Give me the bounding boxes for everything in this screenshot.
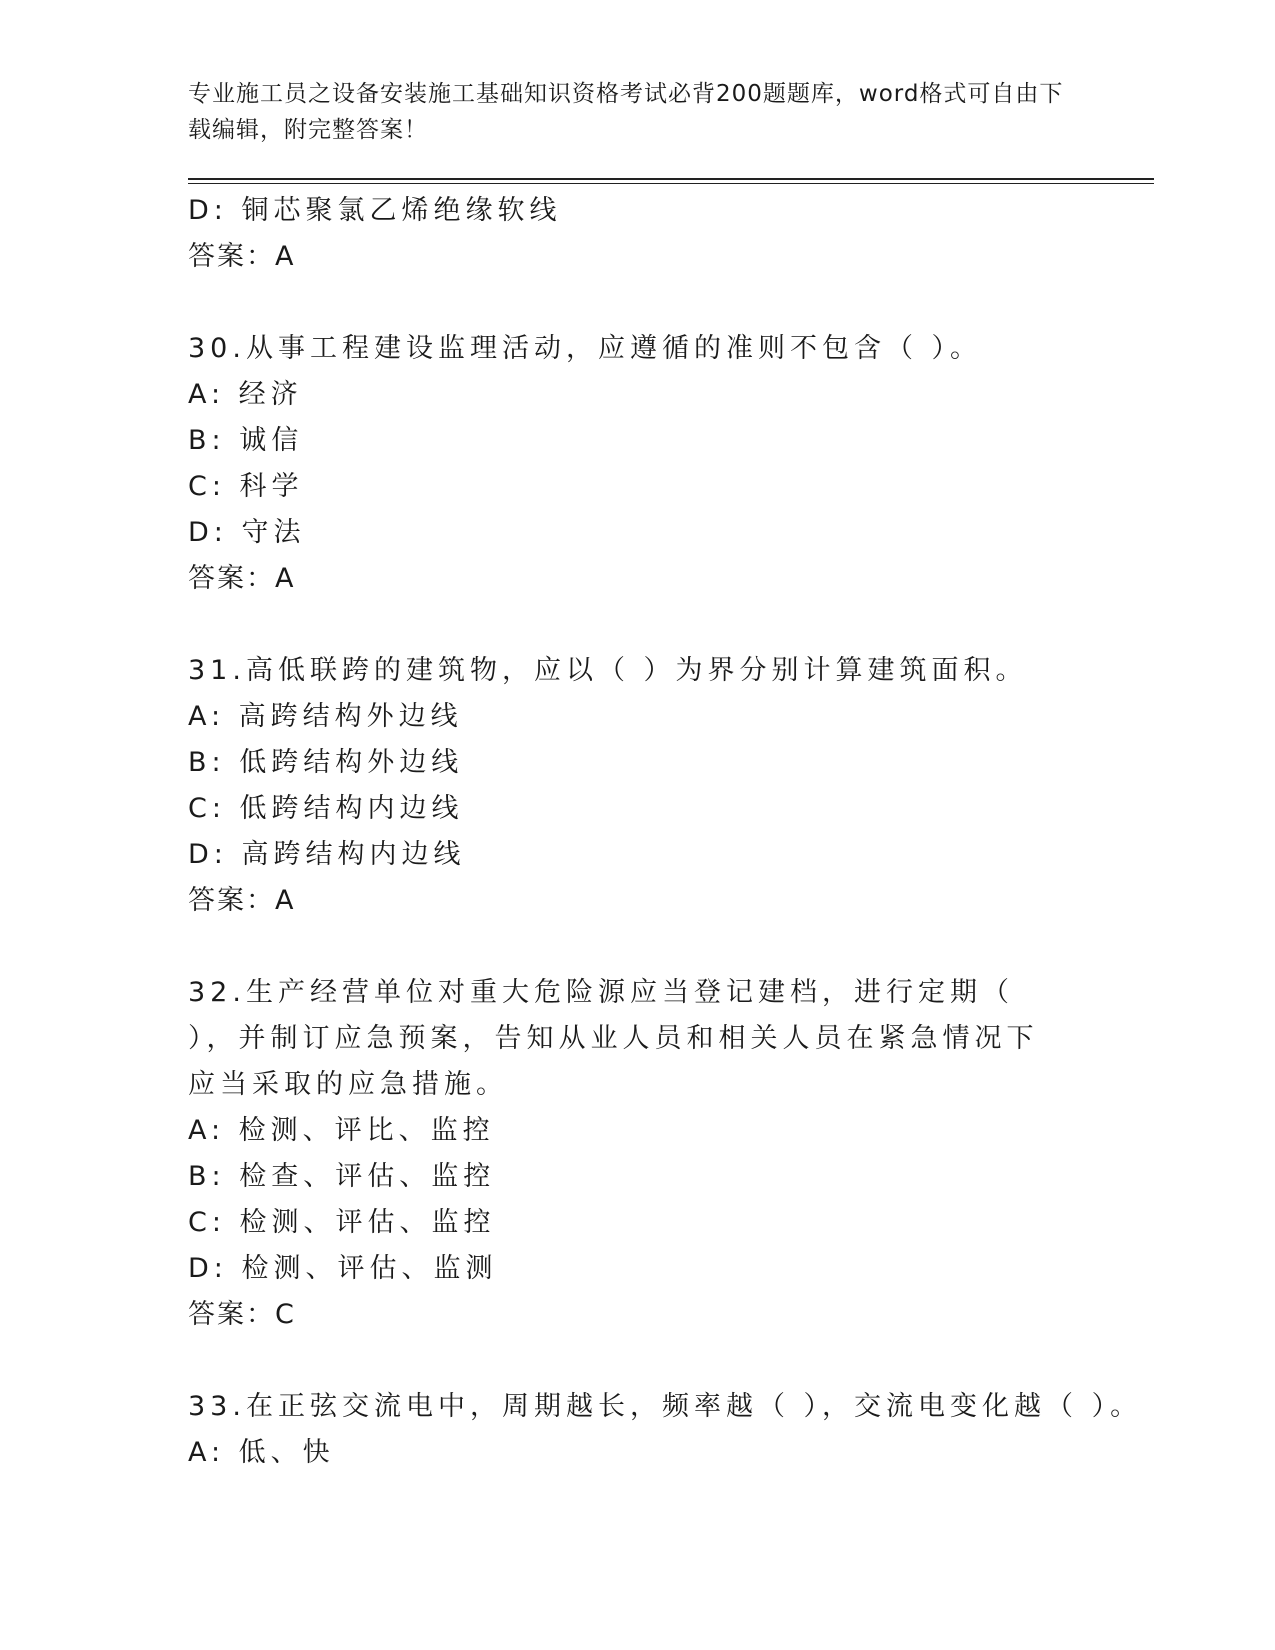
option-d: D: 铜芯聚氯乙烯绝缘软线 [188,195,562,226]
option-a: A: 检测、评比、监控 [188,1115,495,1146]
header-divider-thin [188,183,1154,184]
question-block-32 [188,970,1068,1338]
question-stem: 33.在正弦交流电中，周期越长，频率越（ ），交流电变化越（ ）。 [188,1391,1143,1422]
option-d: D: 高跨结构内边线 [188,839,466,870]
question-stem: 32.生产经营单位对重大危险源应当登记建档，进行定期（ ），并制订应急预案，告知从业人员和相关人员在紧急情况下应当采取的应急措施。 [188,977,1039,1100]
spacer [188,280,1068,326]
document-header: 专业施工员之设备安装施工基础知识资格考试必背200题题库，word格式可自由下载编辑，附完整答案！ [188,81,1064,143]
option-c: C: 低跨结构内边线 [188,793,464,824]
answer-line: 答案：A [188,885,296,916]
option-d: D: 检测、评估、监测 [188,1253,498,1284]
answer-line: 答案：C [188,1299,296,1330]
question-stem: 30.从事工程建设监理活动，应遵循的准则不包含（ ）。 [188,333,983,364]
question-block-29 [188,188,1068,280]
option-b: B: 诚信 [188,425,304,456]
question-block-31 [188,648,1068,924]
spacer [188,1338,1068,1384]
option-b: B: 检查、评估、监控 [188,1161,496,1192]
option-a: A: 高跨结构外边线 [188,701,463,732]
answer-line: 答案：A [188,563,296,594]
option-a: A: 经济 [188,379,303,410]
header-divider-thick [188,178,1154,180]
answer-line: 答案：A [188,241,296,272]
question-stem: 31.高低联跨的建筑物，应以（ ）为界分别计算建筑面积。 [188,655,1028,686]
question-list [188,188,1143,1476]
spacer [188,602,1068,648]
option-a: A: 低、快 [188,1437,335,1468]
question-block-30 [188,326,1068,602]
spacer [188,924,1068,970]
option-d: D: 守法 [188,517,306,548]
question-block-33 [188,1384,1143,1476]
option-c: C: 检测、评估、监控 [188,1207,496,1238]
option-b: B: 低跨结构外边线 [188,747,464,778]
option-c: C: 科学 [188,471,304,502]
